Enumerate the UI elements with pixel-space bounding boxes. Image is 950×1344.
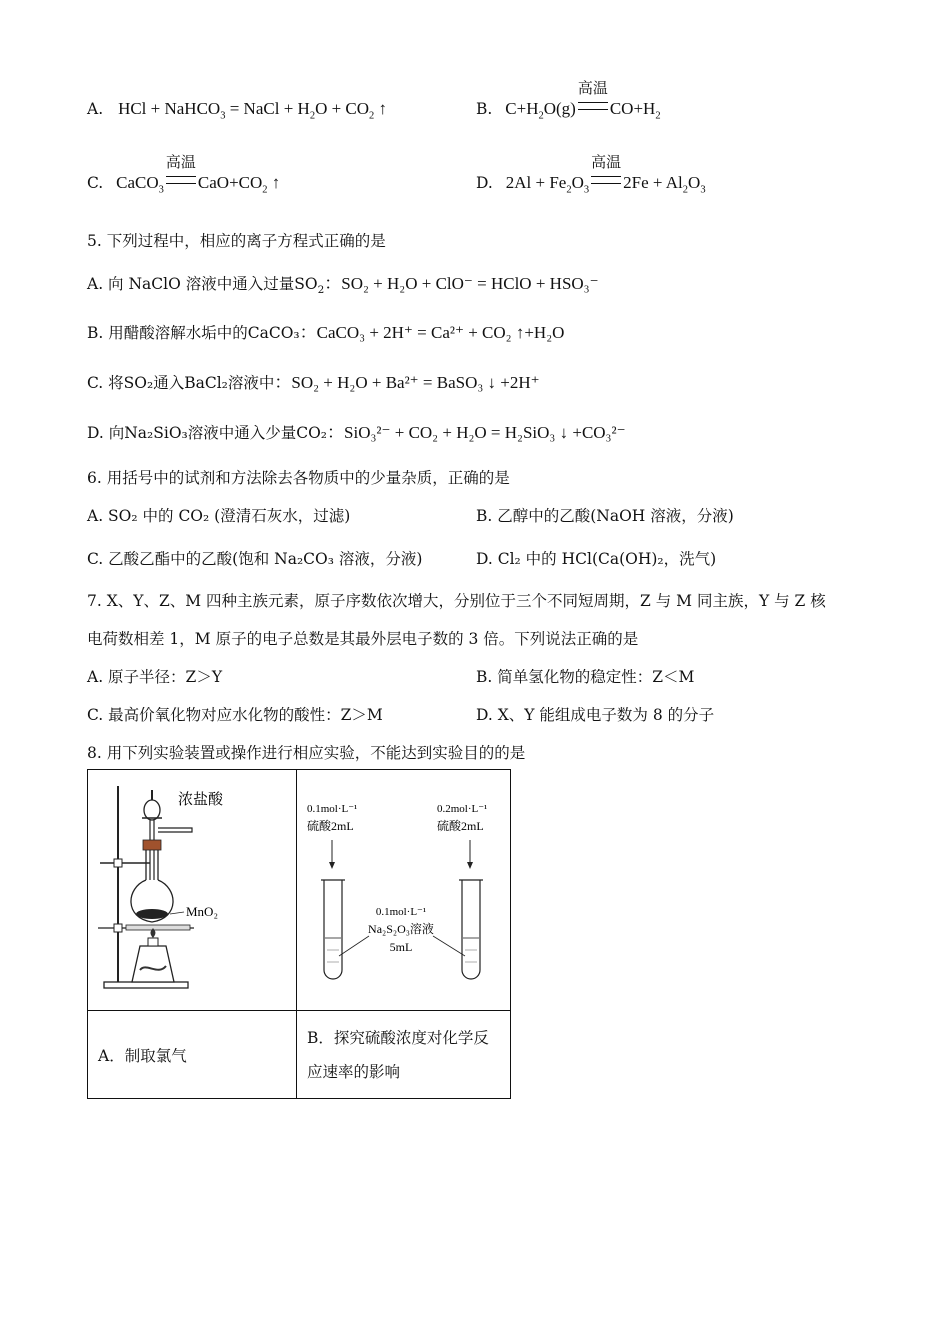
- equation: HCl + NaHCO$_3$ = NaCl + $H_2O + CO_2$ ↑: [118, 99, 388, 122]
- right-volume: 硫酸2mL: [437, 819, 484, 833]
- q7-option-c: C. 最高价氧化物对应水化物的酸性：Z＞M: [87, 706, 383, 724]
- q6-option-d: D. Cl₂ 中的 HCl(Ca(OH)₂，洗气): [476, 550, 717, 568]
- q4-option-a: [87, 98, 387, 120]
- q6-option-a: A. SO₂ 中的 CO₂ (澄清石灰水，过滤): [87, 507, 351, 525]
- equation: $C+H_2O(g)$ 高温 $CO+H_2$: [505, 79, 661, 122]
- option-letter: D.: [476, 174, 493, 192]
- middle-volume: 5mL: [389, 940, 413, 954]
- q5-option-c: C. 将SO₂通入BaCl₂溶液中：SO₂ + H₂O + Ba²⁺ = BaSO₃ ↓ +2H⁺: [87, 373, 540, 392]
- middle-solution: Na₂S₂O₃溶液: [368, 922, 434, 936]
- q5-option-d: D. 向Na₂SiO₃溶液中通入少量CO₂：SiO₃²⁻ + CO₂ + H₂O = H₂SiO₃ ↓ +CO₃²⁻: [87, 423, 626, 442]
- q7-option-d: D. X、Y 能组成电子数为 8 的分子: [476, 706, 715, 724]
- right-concentration: 0.2mol·L⁻¹: [437, 803, 488, 815]
- left-volume: 硫酸2mL: [307, 819, 354, 833]
- option-letter: B.: [476, 100, 493, 118]
- q7-option-b: B. 简单氢化物的稳定性：Z＜M: [476, 668, 695, 686]
- q5-option-b: B. 用醋酸溶解水垢中的CaCO₃：CaCO₃ + 2H⁺ = Ca²⁺ + CO₂ ↑+H₂O: [87, 323, 565, 342]
- experiment-table: [87, 769, 511, 1099]
- q5-stem: 5. 下列过程中，相应的离子方程式正确的是: [87, 232, 386, 250]
- caption-a: A．制取氯气: [88, 1011, 297, 1099]
- q4-option-d: [476, 153, 706, 196]
- reaction-condition: 高温: [578, 98, 608, 120]
- q7-stem-line2: 电荷数相差 1，M 原子的电子总数是其最外层电子数的 3 倍。下列说法正确的是: [87, 630, 639, 648]
- option-letter: C.: [87, 174, 104, 192]
- chlorine-apparatus-figure: [88, 770, 296, 1006]
- left-concentration: 0.1mol·L⁻¹: [307, 803, 358, 815]
- q6-stem: 6. 用括号中的试剂和方法除去各物质中的少量杂质，正确的是: [87, 469, 510, 487]
- q8-stem: 8. 用下列实验装置或操作进行相应实验，不能达到实验目的的是: [87, 744, 526, 762]
- solid-label: MnO₂: [186, 904, 218, 919]
- equation: $2Al + Fe_2O_3$ 高温 $2Fe + Al_2O_3$: [505, 153, 706, 196]
- rate-experiment-figure: [297, 770, 510, 1006]
- q5-option-a: A. 向 NaClO 溶液中通入过量$SO_2$：SO₂ + H₂O + ClO⁻ = HClO + HSO₃⁻: [87, 274, 599, 297]
- caption-b: B．探究硫酸浓度对化学反 应速率的影响: [297, 1011, 511, 1099]
- figure-a-cell: [88, 770, 297, 1011]
- q6-option-c: C. 乙酸乙酯中的乙酸(饱和 Na₂CO₃ 溶液，分液): [87, 550, 423, 568]
- option-letter: A.: [87, 100, 104, 118]
- reaction-condition: 高温: [166, 172, 196, 194]
- reaction-condition: 高温: [591, 172, 621, 194]
- q6-option-b: B. 乙醇中的乙酸(NaOH 溶液，分液): [476, 507, 734, 525]
- acid-label: 浓盐酸: [178, 792, 224, 808]
- q7-option-a: A. 原子半径：Z＞Y: [87, 668, 223, 686]
- q4-option-b: [476, 79, 661, 122]
- figure-b-cell: [297, 770, 511, 1011]
- q7-stem-line1: 7. X、Y、Z、M 四种主族元素，原子序数依次增大，分别位于三个不同短周期，Z 与 M 同主族，Y 与 Z 核: [87, 592, 826, 610]
- equation: CaCO$_3$ 高温 $CaO+CO_2$ ↑: [116, 153, 281, 196]
- middle-concentration: 0.1mol·L⁻¹: [375, 906, 427, 918]
- q4-option-c: [87, 153, 281, 196]
